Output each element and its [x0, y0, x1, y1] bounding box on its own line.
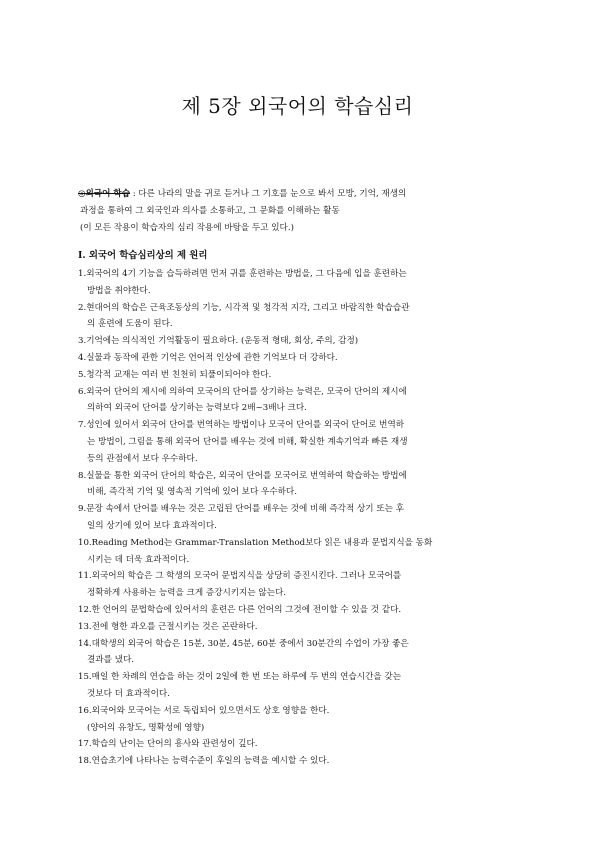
- list-item: 18.연습초기에 나타나는 능력수준이 후일의 능력을 예시할 수 있다.: [78, 756, 330, 767]
- list-item: 16.외국어와 모국어는 서로 독립되어 있으면서도 상호 영향을 한다. (양어의 유창도, 명확성에 영향): [78, 705, 330, 733]
- list-item: 3.기억에는 의식적인 기억활동이 필요하다. (운동적 형태, 회상, 주의, 감정): [78, 336, 359, 347]
- list-item: 14.대학생의 외국어 학습은 15분, 30분, 45분, 60분 중에서 30분간의 수업이 가장 좋은 결과를 냈다.: [78, 638, 409, 666]
- list-item: 10.Reading Method는 Grammar-Translation Method보다 읽은 내용과 문법지식을 동화 시키는 데 더욱 효과적이다.: [78, 537, 433, 565]
- page-title: 제 5장 외국어의 학습심리: [181, 94, 414, 118]
- intro-paragraph: [78, 186, 530, 237]
- list-item: 2.현대어의 학습은 근육조동상의 기능, 시각적 및 청각적 지각, 그리고 바람직한 학습습관 의 훈련에 도움이 된다.: [78, 302, 410, 330]
- section-heading: Ⅰ. 외국어 학습심리상의 제 원리: [78, 250, 208, 261]
- intro-lead: ◎외국어 학습: [78, 189, 130, 199]
- intro-line-2: 과정을 통하여 그 외국인과 의사를 소통하고, 그 문화를 이해하는 활동: [80, 206, 340, 216]
- list-item: 11.외국어의 학습은 그 학생의 모국어 문법지식을 상당히 증진시킨다. 그러나 모국어를 정확하게 사용하는 능력을 크게 증강시키지는 않는다.: [78, 571, 402, 599]
- list-item: 7.성인에 있어서 외국어 단어를 번역하는 방법이나 모국어 단어를 외국어 단어로 번역하 는 방법이, 그림을 통해 외국어 단어를 배우는 것에 비해, 확실한 계속기억과 빠른 재생 등의 관점에서 보다 우수하다.: [78, 420, 408, 464]
- list-item: 6.외국어 단어의 제시에 의하여 모국어의 단어를 상기하는 능력은, 모국어 단어의 제시에 의하여 외국어 단어를 상기하는 능력보다 2배~3배나 크다.: [78, 386, 407, 414]
- principle-list: [78, 266, 530, 770]
- list-item: 15.매일 한 차례의 연습을 하는 것이 2일에 한 번 또는 하루에 두 번의 연습시간을 갖는 것보다 더 효과적이다.: [78, 672, 402, 699]
- list-item: 13.전에 형한 과오를 근절시키는 것은 곤란하다.: [78, 621, 258, 632]
- list-item: 12.한 언어의 문법학습에 있어서의 훈련은 다른 언어의 그것에 전이할 수 있을 것 같다.: [78, 604, 402, 615]
- intro-line-1: [78, 186, 530, 203]
- list-item: 4.실물과 동작에 관한 기억은 언어적 인상에 관한 기억보다 더 강하다.: [78, 352, 338, 363]
- list-item: 8.실물을 통한 외국어 단어의 학습은, 외국어 단어를 모국어로 번역하여 학습하는 방법에 비해, 즉각적 기억 및 영속적 기억에 있어 보다 우수하다.: [78, 470, 407, 498]
- list-item: 1.외국어의 4기 기능을 습득하려면 먼저 귀를 훈련하는 방법을, 그 다음에 입을 훈련하는 방법을 취야한다.: [78, 269, 407, 296]
- list-item: 9.문장 속에서 단어를 배우는 것은 고립된 단어를 배우는 것에 비해 즉각적 상기 또는 후 일의 상기에 있어 보다 효과적이다.: [78, 504, 404, 531]
- list-item: 17.학습의 난이는 단어의 흥사와 관련성이 깊다.: [78, 739, 258, 750]
- intro-text-1: : 다른 나라의 말을 귀로 듣거나 그 기호를 눈으로 봐서 모방, 기억, 재생의: [130, 189, 407, 199]
- intro-line-3: (이 모든 작용이 학습자의 심리 작용에 바탕을 두고 있다.): [80, 223, 294, 233]
- list-item: 5.청각적 교재는 여러 번 친천히 되풀이되어야 한다.: [78, 369, 272, 380]
